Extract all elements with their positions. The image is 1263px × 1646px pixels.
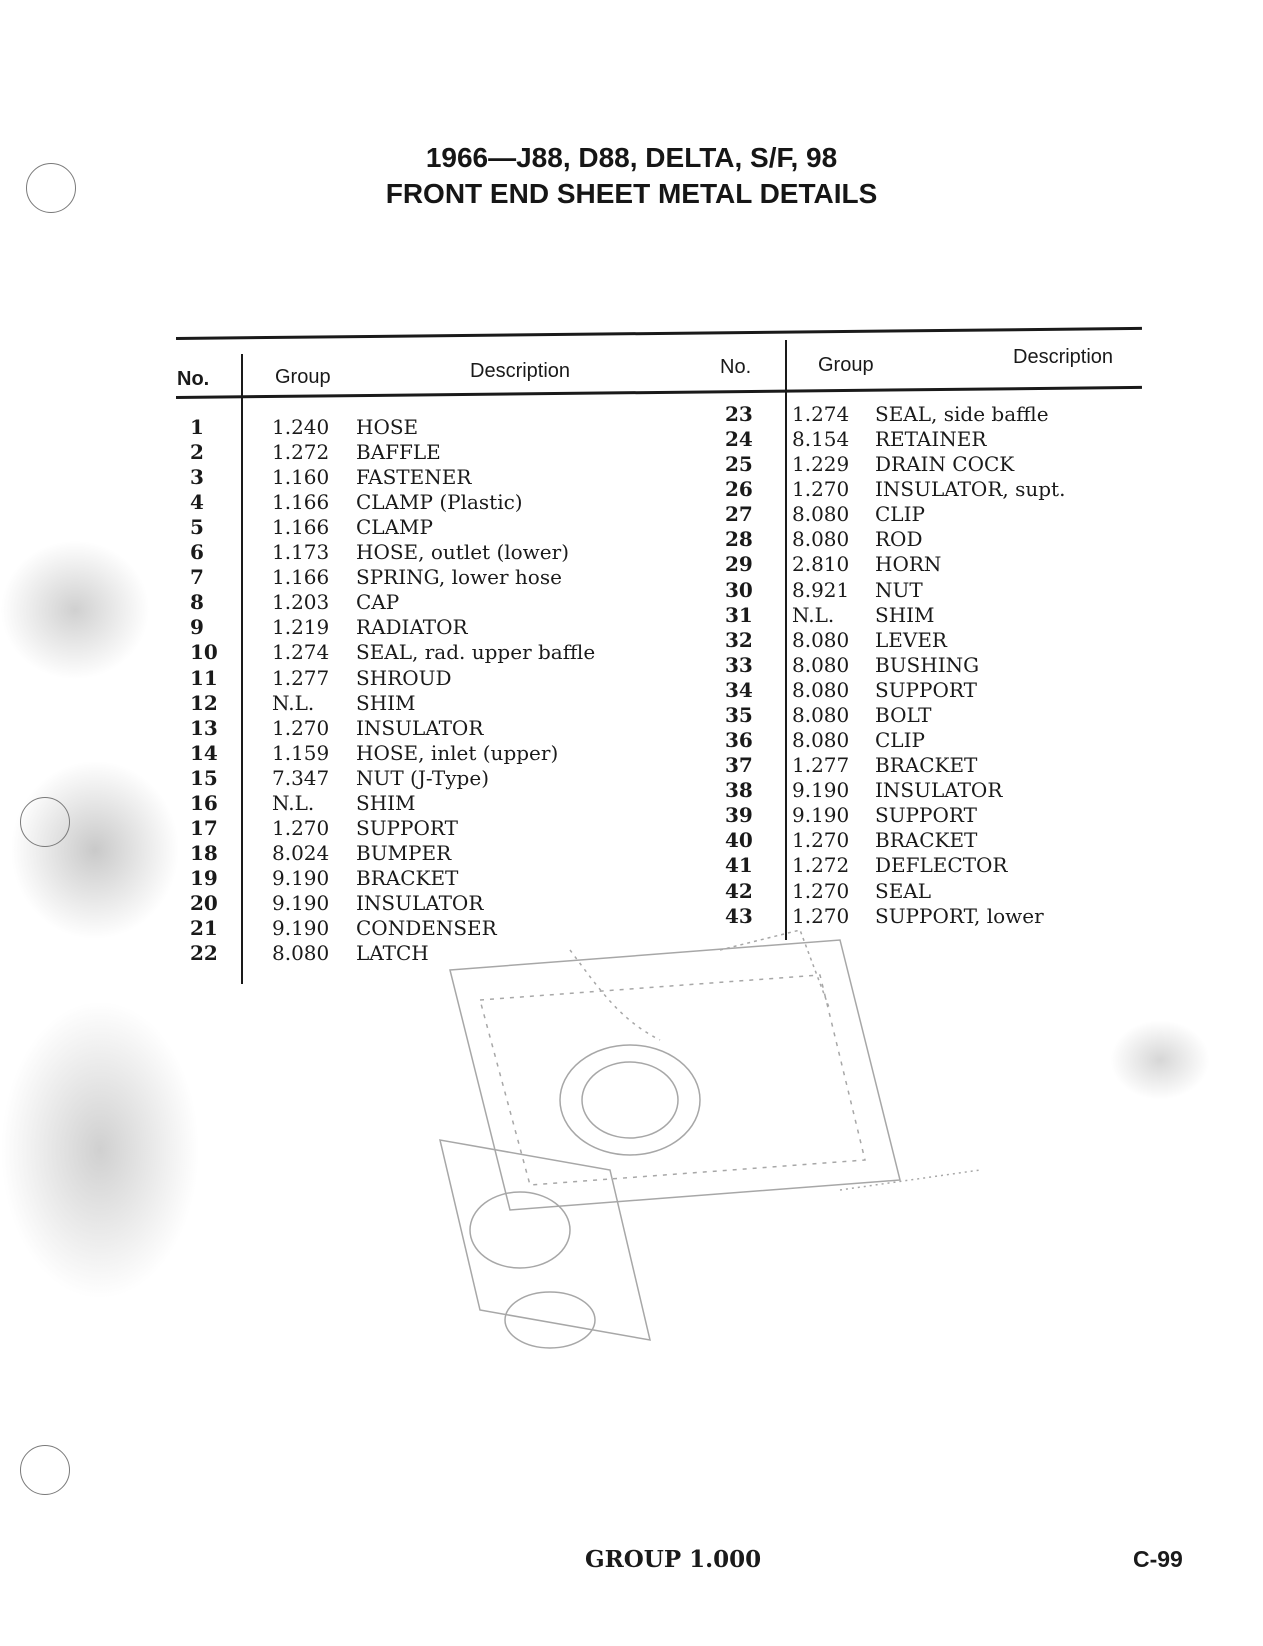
- part-number: 9: [190, 615, 204, 640]
- group-code: 1.160: [272, 465, 330, 490]
- group-code: 8.080: [792, 627, 850, 652]
- part-number: 20: [190, 890, 218, 915]
- part-description: DRAIN COCK: [875, 452, 1015, 477]
- header-no-right: No.: [720, 356, 752, 378]
- part-number: 15: [190, 765, 218, 790]
- part-number: 37: [725, 753, 753, 778]
- group-code: 7.347: [272, 765, 330, 790]
- part-number: 17: [190, 815, 218, 840]
- part-number: 18: [190, 840, 218, 865]
- group-code: 1.203: [272, 590, 330, 615]
- part-number: 43: [725, 903, 753, 928]
- part-number: 34: [725, 677, 753, 702]
- part-number: 38: [725, 778, 753, 803]
- part-description: FASTENER: [356, 465, 472, 490]
- part-description: SEAL, side baffle: [875, 402, 1049, 426]
- part-number: 19: [190, 865, 218, 890]
- page-title-line1: 1966—J88, D88, DELTA, S/F, 98: [425, 142, 838, 173]
- part-number: 5: [190, 515, 204, 540]
- group-code: 1.270: [792, 878, 850, 903]
- part-number: 13: [190, 715, 218, 740]
- part-number: 3: [190, 465, 204, 490]
- group-code: 1.159: [272, 740, 330, 765]
- part-description: SEAL: [875, 878, 932, 903]
- part-number: 36: [725, 728, 753, 753]
- group-code: 1.272: [272, 440, 330, 465]
- part-number: 33: [725, 652, 753, 677]
- group-code: 1.270: [792, 903, 850, 928]
- part-number: 22: [190, 941, 218, 966]
- part-description: SUPPORT, lower: [875, 903, 1044, 928]
- group-code: N.L.: [272, 790, 315, 815]
- part-number: 42: [725, 878, 753, 903]
- header-group-right: Group: [818, 354, 874, 376]
- header-description-right: Description: [1013, 346, 1114, 368]
- table-top-rule: [176, 327, 1142, 340]
- part-description: SUPPORT: [875, 803, 977, 828]
- group-code: 1.240: [272, 415, 330, 439]
- group-code: 1.166: [272, 490, 330, 515]
- part-description: CONDENSER: [356, 916, 497, 940]
- footer-group-label: GROUP 1.000: [585, 1546, 762, 1573]
- diagram-fan-ring: [582, 1062, 678, 1138]
- group-code: 8.024: [272, 840, 330, 865]
- group-code: 8.080: [792, 702, 850, 727]
- group-code: 1.270: [792, 828, 850, 853]
- part-number: 8: [190, 590, 204, 615]
- header-no-left: No.: [177, 368, 210, 390]
- part-description: NUT (J-Type): [356, 765, 489, 790]
- group-code: 9.190: [792, 778, 850, 803]
- group-code: 1.277: [272, 665, 330, 690]
- part-description: CLAMP (Plastic): [356, 490, 523, 515]
- diagram-radiator-outline: [450, 940, 900, 1210]
- group-code: 1.229: [792, 452, 850, 477]
- group-code: 9.190: [272, 890, 330, 915]
- part-description: BRACKET: [356, 865, 459, 890]
- group-code: 8.080: [792, 728, 850, 753]
- part-number: 27: [725, 502, 753, 527]
- part-number: 24: [725, 427, 753, 452]
- part-number: 28: [725, 527, 753, 552]
- group-code: 9.190: [272, 865, 330, 890]
- group-code: 1.274: [792, 402, 850, 426]
- diagram-hose: [570, 950, 660, 1040]
- part-description: LATCH: [356, 941, 429, 966]
- part-number: 2: [190, 440, 204, 465]
- part-description: SHIM: [875, 602, 935, 627]
- group-code: 1.173: [272, 540, 330, 565]
- part-description: HOSE, outlet (lower): [356, 540, 569, 565]
- group-code: 8.080: [792, 502, 850, 527]
- group-code: 8.921: [792, 577, 850, 602]
- part-description: HORN: [875, 552, 942, 577]
- group-code: 8.080: [792, 677, 850, 702]
- part-number: 29: [725, 552, 753, 577]
- part-description: LEVER: [875, 627, 947, 652]
- part-description: CAP: [356, 590, 400, 615]
- part-description: SUPPORT: [875, 677, 977, 702]
- part-description: SHIM: [356, 690, 416, 715]
- part-number: 25: [725, 452, 753, 477]
- part-description: HOSE, inlet (upper): [356, 740, 559, 765]
- part-description: BRACKET: [875, 753, 978, 778]
- part-description: INSULATOR: [875, 778, 1003, 803]
- page-number: C-99: [1133, 1546, 1183, 1572]
- group-code: 1.166: [272, 565, 330, 590]
- part-number: 39: [725, 803, 753, 828]
- group-code: 2.810: [792, 552, 850, 577]
- scan-smudge: [0, 1000, 200, 1300]
- part-description: BOLT: [875, 702, 932, 727]
- part-description: CLIP: [875, 728, 925, 753]
- part-number: 16: [190, 790, 218, 815]
- part-description: HOSE: [356, 415, 419, 439]
- diagram-condenser-opening: [470, 1192, 570, 1268]
- group-code: 8.080: [272, 941, 330, 966]
- part-number: 41: [725, 853, 753, 878]
- scan-smudge: [10, 760, 180, 940]
- part-number: 31: [725, 602, 753, 627]
- part-description: BAFFLE: [356, 440, 441, 465]
- binder-hole-bottom: [20, 1445, 70, 1495]
- part-description: SHIM: [356, 790, 416, 815]
- part-description: SPRING, lower hose: [356, 565, 562, 590]
- part-description: SEAL, rad. upper baffle: [356, 640, 596, 665]
- part-number: 4: [190, 490, 204, 515]
- group-code: 8.080: [792, 652, 850, 677]
- part-description: INSULATOR: [356, 890, 484, 915]
- group-code: 1.270: [792, 477, 850, 502]
- part-description: BUMPER: [356, 840, 452, 865]
- part-number: 40: [725, 828, 753, 853]
- diagram-radiator-inner: [480, 975, 865, 1185]
- header-group-left: Group: [275, 366, 331, 388]
- part-description: SHROUD: [356, 665, 452, 690]
- part-number: 12: [190, 690, 218, 715]
- group-code: 1.219: [272, 615, 330, 640]
- group-code: 1.272: [792, 853, 850, 878]
- part-number: 6: [190, 540, 204, 565]
- part-number: 10: [190, 640, 218, 665]
- part-number: 35: [725, 702, 753, 727]
- table-left-divider: [241, 354, 243, 984]
- part-description: CLAMP: [356, 515, 433, 540]
- group-code: 1.166: [272, 515, 330, 540]
- part-number: 14: [190, 740, 218, 765]
- exploded-parts-diagram: [420, 930, 1020, 1380]
- page-title-line2: FRONT END SHEET METAL DETAILS: [385, 178, 878, 209]
- diagram-deflector: [840, 1170, 980, 1190]
- header-description-left: Description: [470, 360, 571, 382]
- part-description: BUSHING: [875, 652, 980, 677]
- group-code: 1.270: [272, 815, 330, 840]
- part-number: 23: [725, 402, 753, 426]
- scan-smudge: [0, 540, 150, 680]
- part-description: ROD: [875, 527, 923, 552]
- group-code: 8.080: [792, 527, 850, 552]
- group-code: 8.154: [792, 427, 850, 452]
- part-description: SUPPORT: [356, 815, 458, 840]
- group-code: 9.190: [272, 916, 330, 940]
- part-number: 30: [725, 577, 753, 602]
- part-description: CLIP: [875, 502, 925, 527]
- group-code: 1.270: [272, 715, 330, 740]
- group-code: 1.274: [272, 640, 330, 665]
- part-description: INSULATOR, supt.: [875, 477, 1066, 502]
- diagram-bracket-opening: [505, 1292, 595, 1348]
- group-code: N.L.: [272, 690, 315, 715]
- table-center-divider: [785, 340, 787, 940]
- part-number: 11: [190, 665, 218, 690]
- part-description: RETAINER: [875, 427, 987, 452]
- part-number: 26: [725, 477, 753, 502]
- part-number: 1: [190, 415, 204, 439]
- group-code: 9.190: [792, 803, 850, 828]
- group-code: 1.277: [792, 753, 850, 778]
- part-description: RADIATOR: [356, 615, 468, 640]
- page-title: [0, 140, 1263, 212]
- part-description: INSULATOR: [356, 715, 484, 740]
- group-code: N.L.: [792, 602, 835, 627]
- part-number: 21: [190, 916, 218, 940]
- part-description: NUT: [875, 577, 923, 602]
- part-number: 32: [725, 627, 753, 652]
- part-description: DEFLECTOR: [875, 853, 1008, 878]
- scan-smudge: [1110, 1020, 1210, 1100]
- part-number: 7: [190, 565, 204, 590]
- part-description: BRACKET: [875, 828, 978, 853]
